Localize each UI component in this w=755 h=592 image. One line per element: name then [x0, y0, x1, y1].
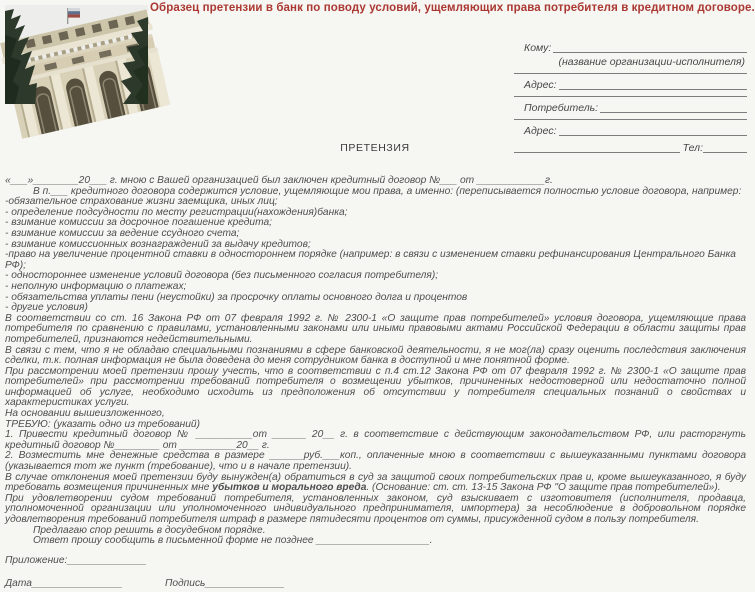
phone-label: Тел:: [682, 142, 703, 154]
court-warning-bold: убытков и морального вреда: [212, 482, 367, 494]
address2-blank-line: [559, 135, 747, 136]
form-rule: [514, 119, 747, 120]
consumer-label: Потребитель:: [524, 102, 599, 114]
recipient-form: [514, 37, 747, 154]
address2-label: Адрес:: [524, 125, 557, 137]
condition-item: - взимание комиссии за ведение ссудного счета;: [5, 227, 240, 239]
condition-item: - определение подсудности по месту регистрации(нахождения)банка;: [5, 206, 348, 218]
condition-item: -право на увеличение процентной ставки в одностороннем порядке (например: в связи с изменением ставки рефинансирования Центрального Банка РФ);: [5, 249, 736, 271]
court-warning-start: В случае отклонения моей претензии буду вынужден(а) обратиться в суд за защитой своих потребительских прав и, кроме вышеуказанного, я буду требовать возмещения причиненных мне: [5, 471, 746, 494]
to-hint: (название организации-исполнителя): [558, 56, 745, 68]
form-rule: [514, 96, 747, 97]
no-knowledge-paragraph: В связи с тем, что я не обладаю специальными познаниями в сфере банковской деятельности, я не мог(ла) сразу оценить последствия заключения сделки, т.к. полная информация не была доведена до меня сотрудником банка в доступной и мне понятной форме.: [5, 344, 746, 367]
document-heading: ПРЕТЕНЗИЯ: [340, 142, 410, 154]
address2-field: [514, 123, 747, 137]
court-warning-paragraph: [5, 473, 746, 494]
address-blank-line: [559, 89, 747, 90]
consumer-blank-line: [600, 112, 747, 113]
page-title: Образец претензии в банк по поводу условий, ущемляющих права потребителя в кредитном договоре.: [150, 2, 755, 14]
demand-1: 1. Привести кредитный договор № __________от ______ 20__ г. в соответствие с действующим законодательством РФ, или расторгнуть кредитный договор №________ от __________20__ г.: [5, 429, 746, 451]
law-paragraph: В соответствии со ст. 16 Закона РФ от 07 февраля 1992 г. № 2300-1 «О защите прав потребителей» условия договора, ущемляющие права потребителя по сравнению с правилами, установленными законами или иными правовыми актами Российской Федерации в области защиты прав потребителей, признаются недействительными.: [5, 312, 746, 345]
address-field: [514, 77, 747, 91]
date-line: Дата________________: [5, 578, 123, 590]
pretrial-line: Предлагаю спор решить в досудебном порядке.: [33, 524, 266, 536]
attachment-line: Приложение:______________: [5, 554, 147, 566]
basis-line: На основании вышеизложенного,: [5, 408, 165, 420]
condition-item: -обязательное страхование жизни заемщика, иных лиц;: [5, 196, 278, 208]
condition-item: - другие условия): [5, 302, 88, 314]
signature-line: Подпись______________: [165, 578, 285, 590]
document-body: [5, 176, 746, 592]
form-rule: [514, 73, 747, 74]
intro-line: «___»________20___ г. мною с Вашей организацией был заключен кредитный договор №___ от ____________г.: [5, 175, 553, 186]
consideration-paragraph: При рассмотрении моей претензии прошу учесть, что в соответствии с п.4 ст.12 Закона РФ от 07 февраля 1992 г. № 2300-1 «О защите прав потребителей» при рассмотрении требований потребителя о возмещении убытков, причиненных недостоверной или недостаточно полной информацией об услуге, необходимо исходить из предположения об отсутствии у потребителя специальных познаний о свойствах и характеристиках услуги.: [5, 365, 746, 409]
to-label: Кому:: [524, 42, 552, 54]
to-field: [514, 40, 747, 54]
signature-row: [5, 579, 746, 592]
bank-building-illustration: [5, 5, 148, 104]
condition-item: - взимание комиссионных вознаграждений за выдачу кредитов;: [5, 238, 311, 250]
reply-line: Ответ прошу сообщить в письменной форме не позднее ____________________.: [33, 535, 433, 547]
condition-item: - неполную информацию о платежах;: [5, 280, 187, 292]
to-blank-line: [553, 52, 747, 53]
address-label: Адрес:: [524, 79, 557, 91]
demand-line: ТРЕБУЮ: (указать одно из требований): [5, 418, 200, 430]
bank-building-photo: [5, 5, 148, 104]
condition-item: - обязательства уплаты пени (неустойки) за просрочку оплаты основного долга и процентов: [5, 291, 468, 303]
demand-2: 2. Возместить мне денежные средства в размере ______руб.___коп., оплаченные мною в соответствии с вышеуказанными пунктами договора (указывается тот же пункт (требование), что и в начале претензии).: [5, 450, 746, 473]
consumer-field: [514, 100, 747, 114]
court-warning-end: . (Основание: ст. ст. 13-15 Закона РФ "О защите прав потребителей»).: [366, 482, 721, 494]
condition-item: - взимание комиссии за досрочное погашение кредита;: [5, 217, 272, 229]
fine-paragraph: При удовлетворении судом требований потребителя, установленных законом, суд взыскивает с изготовителя (исполнителя, продавца, уполномоченной организации или уполномоченного индивидуального предпринимателя, импортера) за несоблюдение в добровольном порядке удовлетворения требований потребителя штраф в размере пятидесяти процентов от суммы, присужденной судом в пользу потребителя.: [5, 492, 746, 525]
clause-line: В п.___ кредитного договора содержится условие, ущемляющие мои права, а именно: (переписывается полностью условие договора, например:: [33, 185, 742, 197]
condition-item: - одностороннее изменение условий договора (без письменного согласия потребителя);: [5, 270, 439, 282]
